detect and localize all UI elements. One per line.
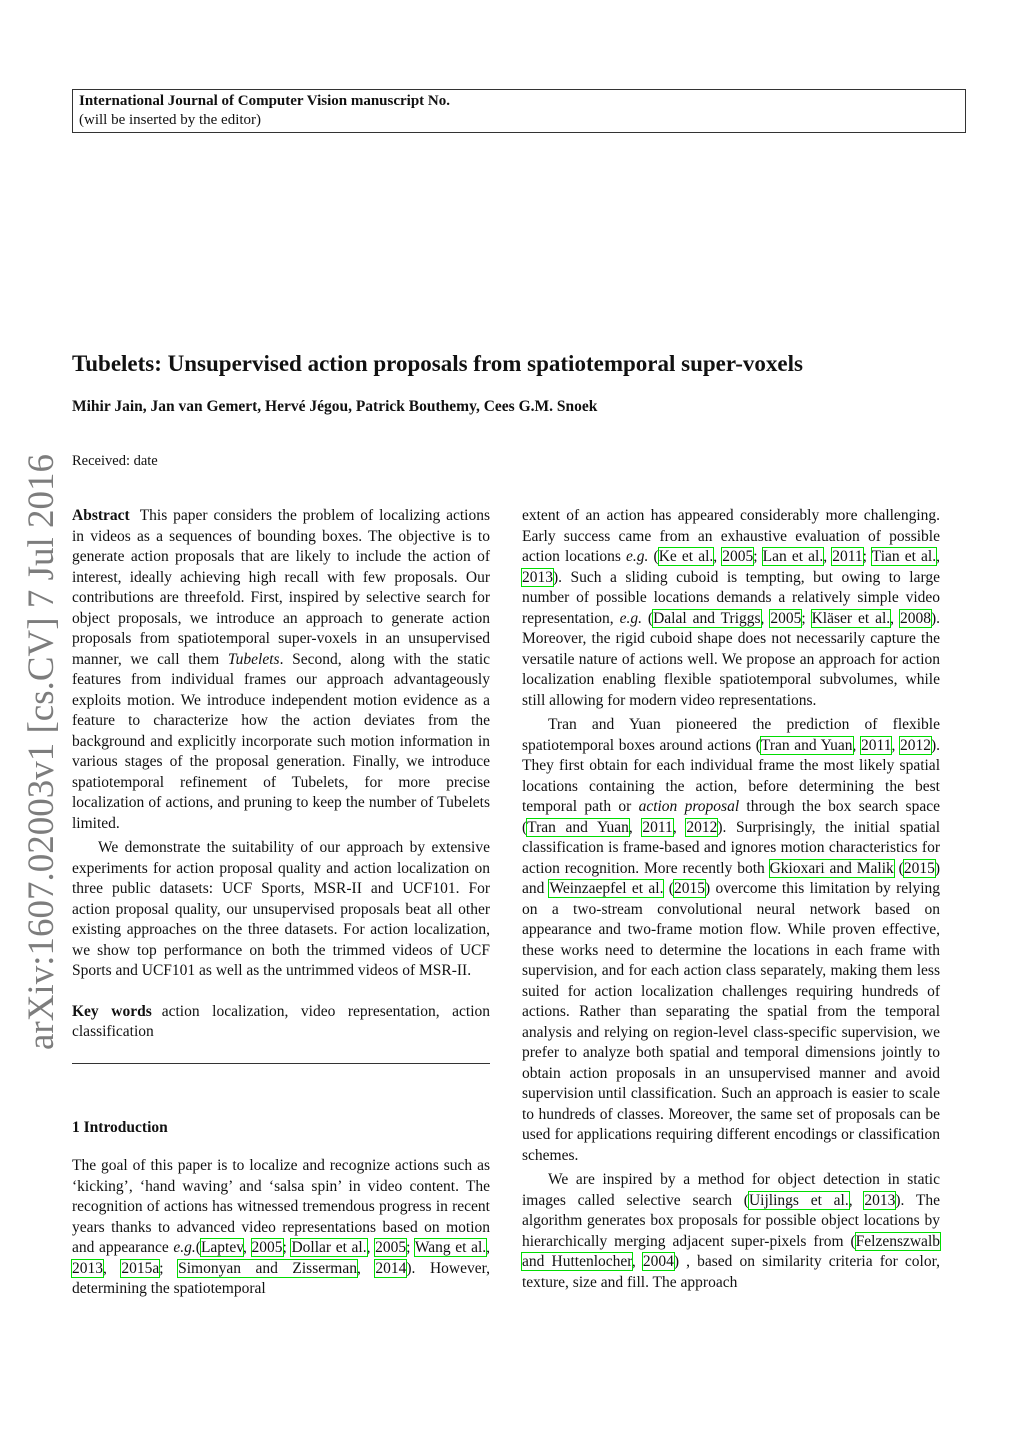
- text: ) and: [522, 859, 940, 897]
- text: ). Surprisingly, the initial spatial classification is frame-based and ignores motion characteristics for action recognition. More recently both: [522, 818, 941, 877]
- text: (: [663, 880, 674, 897]
- text: ). Such a sliding cuboid is tempting, but owing to large number of possible locations demands a relatively simple video representation,: [522, 568, 940, 627]
- text: ). The algorithm generates box proposals for possible object locations by hierarchically merging adjacent super-pixels from (: [522, 1191, 941, 1250]
- author-list: Mihir Jain, Jan van Gemert, Hervé Jégou, Patrick Bouthemy, Cees G.M. Snoek: [72, 398, 598, 415]
- left-column: [72, 506, 490, 1300]
- text-em: e.g.: [173, 1239, 196, 1256]
- citation-link[interactable]: 2005: [722, 548, 754, 565]
- text: ,: [890, 609, 900, 627]
- text: We are inspired by a method for object detection in static images called selective search (: [522, 1171, 940, 1209]
- text: extent of an action has appeared considerably more challenging. Early success came from an exhaustive evaluation of possible action locations: [522, 507, 940, 565]
- text: ,: [760, 609, 771, 627]
- text: ). However, determining the spatiotemporal: [72, 1259, 491, 1297]
- citation-link[interactable]: 2013: [864, 1191, 896, 1209]
- text: ;: [801, 609, 812, 627]
- text: ). Moreover, the rigid cuboid shape does not necessarily capture the versatile nature of actions well. We propose an approach for action localization enabling flexible spatiotemporal subvolumes, while still allowing for modern video representations.: [522, 609, 941, 709]
- citation-link[interactable]: Laptev: [200, 1239, 243, 1256]
- received-date: Received: date: [72, 453, 158, 469]
- keywords: [72, 1002, 490, 1043]
- editor-note: (will be inserted by the editor): [79, 112, 262, 128]
- body-paragraph-1: [522, 506, 940, 711]
- text: ;: [159, 1259, 179, 1277]
- citation-link[interactable]: 2015: [673, 880, 705, 897]
- text-em: e.g.: [626, 548, 649, 565]
- text: ,: [848, 1191, 865, 1209]
- abstract-divider: [72, 1063, 490, 1064]
- text: ;: [862, 548, 872, 565]
- citation-link[interactable]: Weinzaepfel et al.: [549, 880, 664, 897]
- journal-name: International Journal of Computer Vision manuscript No.: [79, 93, 451, 109]
- body-paragraph-2: [522, 715, 940, 1166]
- citation-link[interactable]: Wang et al.: [414, 1239, 487, 1256]
- keywords-label: Key words: [72, 1002, 152, 1020]
- abstract-paragraph-2: We demonstrate the suitability of our approach by extensive experiments for action proposal quality and action localization on three public datasets: UCF Sports, MSR-II and UCF101. For action proposal quality, our unsupervised proposals beat all other existing approaches on the three datasets. For action localization, we show top performance on both the trimmed videos of UCF Sports and UCF101 as well as the untrimmed videos of MSR-II.: [72, 839, 490, 979]
- citation-link[interactable]: 2015a: [121, 1259, 160, 1277]
- text: ,: [628, 818, 643, 836]
- text: ,: [852, 736, 862, 754]
- text: ,: [713, 548, 723, 565]
- text: ,: [356, 1259, 376, 1277]
- citation-link[interactable]: Lan et al.: [762, 548, 824, 565]
- citation-link[interactable]: 2008: [899, 609, 931, 627]
- text: ) overcome this limitation by relying on a two-stream convolutional neural network based on appearance and two-frame motion flow. While proven effective, these works need to determine the locations in each frame with supervision, and for each action class separately, making them less suited for action localization challenges requiring hundreds of actions. Rather than separating the spatial from the temporal analysis and relying on region-level class-specific supervision, we prefer to analyze both spatial and temporal dimensions jointly to obtain action proposals in an unsupervised manner and avoid supervision until classification. Such an approach is easier to scale to hundreds of classes. Moreover, the same set of proposals can be used for applications requiring different encodings or classification schemes.: [522, 880, 941, 1164]
- text: ,: [631, 1253, 643, 1270]
- citation-link[interactable]: 2013: [522, 568, 553, 586]
- keywords-text: action localization, video representation, action classification: [72, 1002, 490, 1040]
- section-heading-introduction: 1 Introduction: [72, 1118, 168, 1136]
- text: ,: [936, 548, 940, 565]
- citation-link[interactable]: 2011: [832, 548, 863, 565]
- citation-link[interactable]: 2013: [72, 1259, 103, 1277]
- citation-link[interactable]: 2004: [642, 1253, 674, 1270]
- journal-header-box: [72, 89, 966, 133]
- text-em: e.g.: [619, 609, 642, 627]
- citation-link[interactable]: Tian et al.: [871, 548, 937, 565]
- arxiv-id: arXiv:1607.02003v1 [cs.CV] 7 Jul 2016: [21, 453, 62, 1051]
- citation-link[interactable]: Dalal and Triggs: [653, 609, 761, 627]
- citation-link[interactable]: 2012: [899, 736, 931, 754]
- citation-link[interactable]: Ke et al.: [658, 548, 714, 565]
- body-paragraph-3: [522, 1170, 940, 1293]
- text: ). They first obtain for each individual frame the most likely spatial locations containing the action, before determining the best temporal path or: [522, 736, 940, 815]
- text: ,: [672, 818, 687, 836]
- abstract-text-cont: . Second, along with the static features from individual frames our approach advantageously exploits motion. We introduce independent motion evidence as a feature to characterize how the action deviates from the background and explicitly incorporate such motion information in various stages of the proposal generation. Finally, we introduce spatiotemporal refinement of Tubelets, for more precise localization of actions, and pruning to keep the number of Tubelets limited.: [72, 650, 490, 832]
- text: through the box search space (: [522, 798, 940, 836]
- text: (: [642, 609, 654, 627]
- abstract-label: Abstract: [72, 507, 130, 524]
- right-column: [522, 506, 940, 1293]
- abstract-paragraph: [72, 506, 490, 834]
- citation-link[interactable]: 2005: [251, 1239, 283, 1256]
- text: ,: [103, 1259, 122, 1277]
- citation-link[interactable]: 2014: [375, 1259, 407, 1277]
- citation-link[interactable]: 2005: [375, 1239, 407, 1256]
- citation-link[interactable]: Kläser et al.: [811, 609, 891, 627]
- citation-link[interactable]: Gkioxari and Malik: [769, 859, 894, 877]
- citation-link[interactable]: Dollar et al.: [291, 1239, 367, 1256]
- citation-link[interactable]: 2005: [770, 609, 802, 627]
- text: ,: [486, 1239, 491, 1256]
- citation-link[interactable]: Tran and Yuan: [527, 818, 629, 836]
- intro-paragraph: [72, 1156, 490, 1300]
- citation-link[interactable]: 2011: [861, 736, 892, 754]
- citation-link[interactable]: 2015: [903, 859, 935, 877]
- citation-link[interactable]: 2011: [642, 818, 673, 836]
- text: ,: [823, 548, 833, 565]
- citation-link[interactable]: Simonyan and Zisserman: [178, 1259, 357, 1277]
- text: The goal of this paper is to localize and recognize actions such as ‘kicking’, ‘hand waving’ and ‘salsa spin’ in video content. The recognition of actions has witnessed tremendous progress in recent years thanks to advanced video representations based on motion and appearance: [72, 1157, 490, 1256]
- text: (: [893, 859, 904, 877]
- text: ,: [366, 1239, 376, 1256]
- text-em: action proposal: [638, 798, 740, 815]
- abstract-text: This paper considers the problem of localizing actions in videos as a sequences of bounding boxes. The objective is to generate action proposals that are likely to include the action of interest, ideally achieving high recall with few proposals. Our contributions are threefold. First, inspired by selective search for object proposals, we introduce an approach to generate action proposals from spatiotemporal super-voxels in an unsupervised manner, we call them: [72, 507, 490, 668]
- citation-link[interactable]: 2012: [686, 818, 718, 836]
- text: (: [195, 1239, 201, 1256]
- text: Tran and Yuan pioneered the prediction of flexible spatiotemporal boxes around actions (: [522, 716, 940, 754]
- abstract-emphasis: Tubelets: [227, 650, 280, 668]
- text: (: [648, 548, 659, 565]
- citation-link[interactable]: Tran and Yuan: [760, 736, 853, 754]
- citation-link[interactable]: Uijlings et al.: [748, 1191, 849, 1209]
- text: ,: [891, 736, 900, 754]
- text: ) , based on similarity criteria for color, texture, size and fill. The approach: [522, 1253, 941, 1291]
- text: ;: [753, 548, 763, 565]
- text: ;: [282, 1239, 292, 1256]
- text: ,: [242, 1239, 252, 1256]
- paper-title: Tubelets: Unsupervised action proposals from spatiotemporal super-voxels: [72, 351, 803, 376]
- text: ;: [406, 1239, 415, 1256]
- citation-link[interactable]: Felzenszwalb and Huttenlocher: [522, 1232, 940, 1270]
